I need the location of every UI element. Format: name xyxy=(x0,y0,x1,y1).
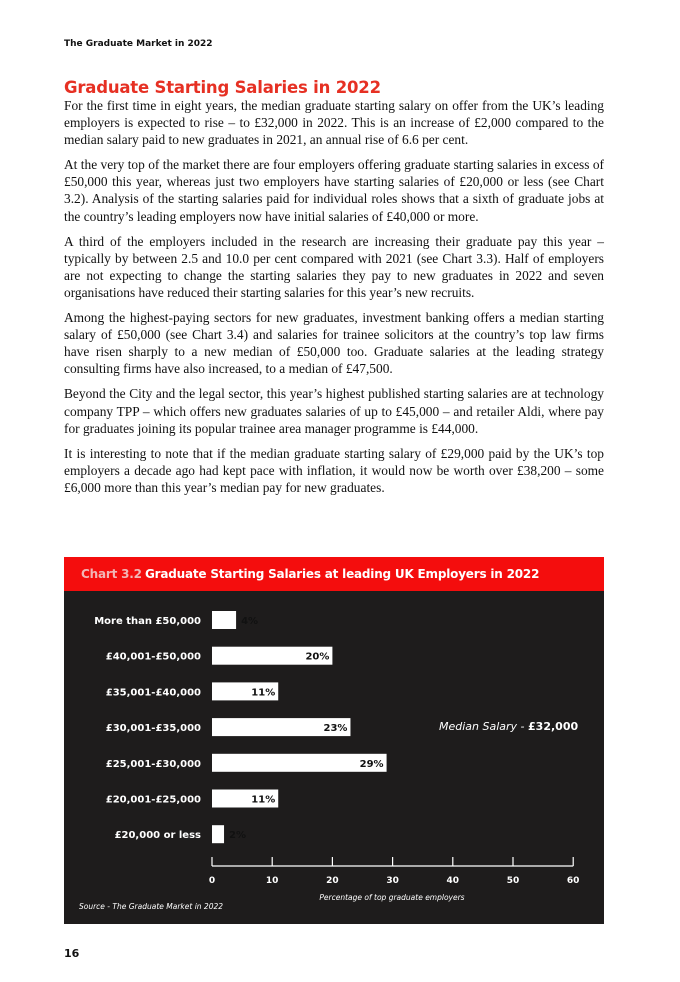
category-label: More than £50,000 xyxy=(94,616,201,627)
category-label: £30,001-£35,000 xyxy=(105,723,201,735)
paragraph: A third of the employers included in the research are increasing their graduate pay this year – typically by between 2.5 and 10.0 per cent compared with 2021 (see Chart 3.3). Half of employers are not expecting to change the starting salaries they pay to new graduates in 2022 and seven organisations have reduced their starting salaries for this year’s new recruits. xyxy=(64,233,604,300)
x-tick-label: 10 xyxy=(265,876,279,886)
body-text xyxy=(64,97,604,504)
x-tick-label: 50 xyxy=(506,876,520,886)
bar-value-label: 11% xyxy=(251,687,276,699)
x-tick-label: 60 xyxy=(566,876,580,886)
category-label: £20,001-£25,000 xyxy=(105,794,201,806)
bar-value-label: 29% xyxy=(359,758,384,770)
x-tick-label: 20 xyxy=(326,876,339,886)
x-tick-label: 40 xyxy=(446,876,460,886)
paragraph: Beyond the City and the legal sector, this year’s highest published starting salaries are at technology company TPP – which offers new graduates salaries of up to £45,000 – and retailer Aldi, where pay for graduates joining its popular trainee area manager programme is £44,000. xyxy=(64,386,604,436)
bar-value-label: 23% xyxy=(323,723,348,735)
bar xyxy=(212,611,236,629)
category-label: £20,000 or less xyxy=(114,830,201,842)
median-annotation: Median Salary - £32,000 xyxy=(439,720,579,733)
x-tick-label: 30 xyxy=(386,876,399,886)
x-tick-label: 0 xyxy=(208,876,216,886)
category-label: £25,001-£30,000 xyxy=(105,758,201,770)
paragraph: At the very top of the market there are four employers offering graduate starting salaries in excess of £50,000 this year, whereas just two employers have starting salaries of £20,000 or less (see Chart 3.2). Analysis of the starting salaries paid for individual roles shows that a sixth of graduate jobs at the country’s leading employers now have initial salaries of £40,000 or more. xyxy=(64,157,604,224)
running-header: The Graduate Market in 2022 xyxy=(64,39,213,49)
chart-number: Chart 3.2 xyxy=(81,567,142,581)
section-title: Graduate Starting Salaries in 2022 xyxy=(64,78,381,97)
category-label: £40,001-£50,000 xyxy=(105,651,201,663)
x-axis-title: Percentage of top graduate employers xyxy=(319,893,465,902)
bar-value-label: 2% xyxy=(229,830,247,842)
bar xyxy=(212,825,224,843)
salary-chart xyxy=(64,557,604,924)
chart-plot xyxy=(64,557,604,924)
bar-value-label: 4% xyxy=(241,616,259,627)
chart-title: Graduate Starting Salaries at leading UK Employers in 2022 xyxy=(145,567,540,581)
bar-value-label: 20% xyxy=(305,651,330,663)
paragraph: It is interesting to note that if the median graduate starting salary of £29,000 paid by the UK’s top employers a decade ago had kept pace with inflation, it would now be worth over £38,200 – some £6,000 more than this year’s median pay for new graduates. xyxy=(64,445,604,495)
paragraph: For the first time in eight years, the median graduate starting salary on offer from the UK’s leading employers is expected to rise – to £32,000 in 2022. This is an increase of £2,000 compared to the median salary paid to new graduates in 2021, an annual rise of 6.6 per cent. xyxy=(64,98,604,148)
bar-value-label: 11% xyxy=(251,794,276,806)
paragraph: Among the highest-paying sectors for new graduates, investment banking offers a median starting salary of £50,000 (see Chart 3.4) and salaries for trainee solicitors at the country’s top law firms have risen sharply to a new median of £50,000 too. Graduate salaries at the leading strategy consulting firms have also increased, to a median of £47,500. xyxy=(64,310,604,377)
page-number: 16 xyxy=(64,947,80,960)
source-note: Source - The Graduate Market in 2022 xyxy=(79,902,224,911)
category-label: £35,001-£40,000 xyxy=(105,687,201,699)
